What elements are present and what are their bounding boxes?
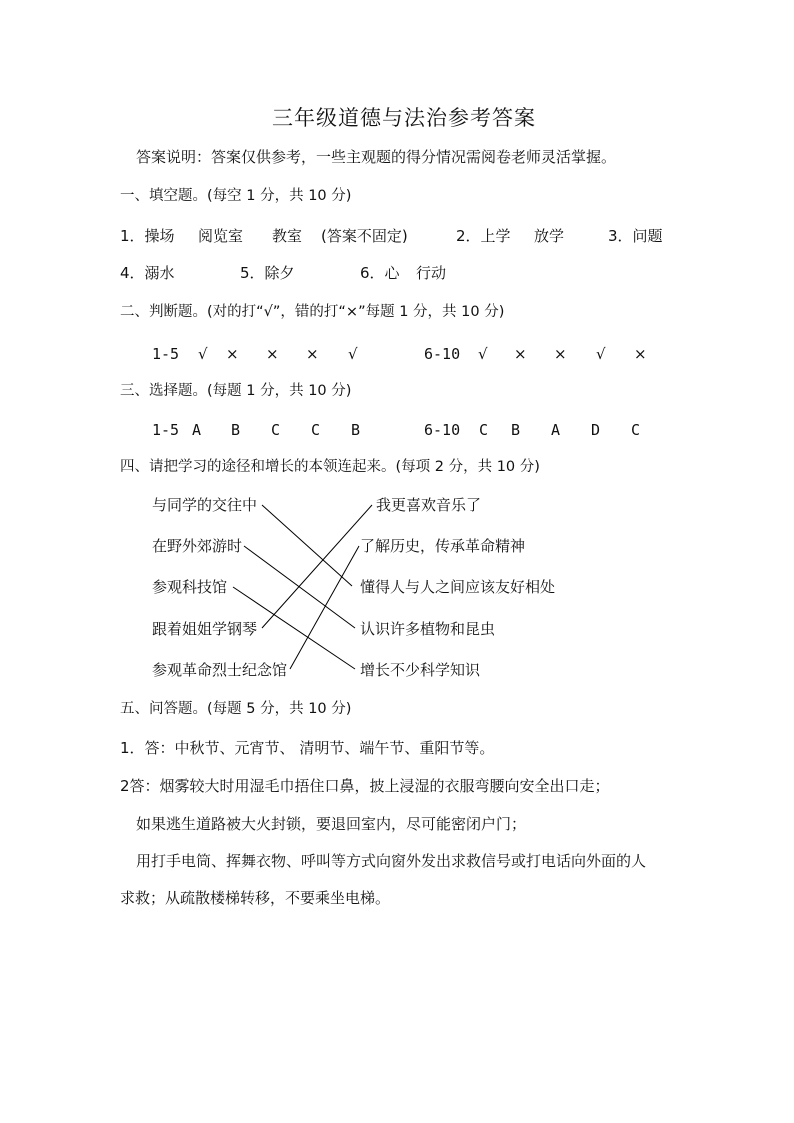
choice-answer: A bbox=[551, 421, 561, 439]
qa-answer-2-cont: 如果逃生道路被大火封锁，要退回室内，尽可能密闭户门； bbox=[136, 815, 527, 833]
fill-answer: 1．操场 bbox=[120, 227, 175, 245]
choice-answer: C bbox=[479, 421, 489, 439]
choice-answer: C bbox=[631, 421, 641, 439]
qa-answer-2-cont: 用打手电筒、挥舞衣物、呼叫等方式向窗外发出求救信号或打电话向外面的人 bbox=[136, 852, 647, 870]
match-left-item: 与同学的交往中 bbox=[152, 496, 258, 514]
section3-heading: 三、选择题。(每题 1 分，共 10 分) bbox=[120, 383, 352, 399]
fill-answer: 放学 bbox=[534, 227, 565, 245]
fill-answer: 阅览室 bbox=[198, 227, 244, 245]
match-left-item: 在野外郊游时 bbox=[152, 537, 243, 555]
match-right-item: 增长不少科学知识 bbox=[360, 661, 481, 679]
section4-heading: 四、请把学习的途径和增长的本领连起来。(每项 2 分，共 10 分) bbox=[120, 459, 540, 475]
fill-answer: 2．上学 bbox=[456, 227, 511, 245]
section1-heading: 一、填空题。(每空 1 分，共 10 分) bbox=[120, 188, 352, 204]
match-line bbox=[262, 505, 372, 628]
choice-answer: B bbox=[231, 421, 241, 439]
match-right-item: 我更喜欢音乐了 bbox=[376, 496, 482, 514]
choice-answer: C bbox=[271, 421, 281, 439]
choice-answer: B bbox=[511, 421, 521, 439]
match-line bbox=[290, 546, 359, 669]
match-left-item: 参观科技馆 bbox=[152, 578, 228, 596]
qa-answer-2: 2答：烟雾较大时用湿毛巾捂住口鼻，披上浸湿的衣服弯腰向安全出口走； bbox=[120, 777, 610, 795]
choice-answer: D bbox=[591, 421, 601, 439]
judge-mark: × bbox=[306, 345, 319, 363]
section2-heading: 二、判断题。(对的打“√”，错的打“×”每题 1 分，共 10 分) bbox=[120, 304, 505, 320]
choice-group1-label: 1-5 bbox=[152, 421, 180, 439]
fill-answer: 3．问题 bbox=[608, 227, 663, 245]
judge-group1-label: 1-5 bbox=[152, 345, 180, 363]
judge-mark: √ bbox=[596, 345, 606, 363]
judge-mark: √ bbox=[478, 345, 488, 363]
qa-answer-2-cont: 求救；从疏散楼梯转移，不要乘坐电梯。 bbox=[120, 889, 391, 907]
choice-answer: A bbox=[192, 421, 202, 439]
judge-mark: × bbox=[514, 345, 527, 363]
answer-note: 答案说明：答案仅供参考，一些主观题的得分情况需阅卷老师灵活掌握。 bbox=[136, 148, 617, 166]
match-left-item: 参观革命烈士纪念馆 bbox=[152, 661, 288, 679]
judge-group2-label: 6-10 bbox=[424, 345, 461, 363]
judge-mark: × bbox=[266, 345, 279, 363]
choice-answer: B bbox=[351, 421, 361, 439]
judge-mark: × bbox=[554, 345, 567, 363]
fill-answer: 6．心 bbox=[360, 264, 400, 282]
match-line bbox=[244, 546, 355, 628]
match-left-item: 跟着姐姐学钢琴 bbox=[152, 620, 258, 638]
choice-answer: C bbox=[311, 421, 321, 439]
judge-mark: √ bbox=[198, 345, 208, 363]
judge-mark: √ bbox=[348, 345, 358, 363]
fill-answer: (答案不固定) bbox=[321, 227, 408, 245]
judge-mark: × bbox=[226, 345, 239, 363]
match-right-item: 了解历史，传承革命精神 bbox=[360, 537, 526, 555]
choice-group2-label: 6-10 bbox=[424, 421, 461, 439]
match-right-item: 认识许多植物和昆虫 bbox=[360, 620, 496, 638]
section5-heading: 五、问答题。(每题 5 分，共 10 分) bbox=[120, 701, 352, 717]
fill-answer: 教室 bbox=[272, 227, 303, 245]
page-title: 三年级道德与法治参考答案 bbox=[272, 106, 536, 130]
match-line bbox=[233, 587, 355, 669]
fill-answer: 5．除夕 bbox=[240, 264, 295, 282]
fill-answer: 行动 bbox=[416, 264, 447, 282]
match-line bbox=[262, 505, 352, 586]
qa-answer-1: 1．答：中秋节、元宵节、 清明节、端午节、重阳节等。 bbox=[120, 739, 495, 757]
match-right-item: 懂得人与人之间应该友好相处 bbox=[360, 578, 556, 596]
fill-answer: 4．溺水 bbox=[120, 264, 175, 282]
judge-mark: × bbox=[634, 345, 647, 363]
